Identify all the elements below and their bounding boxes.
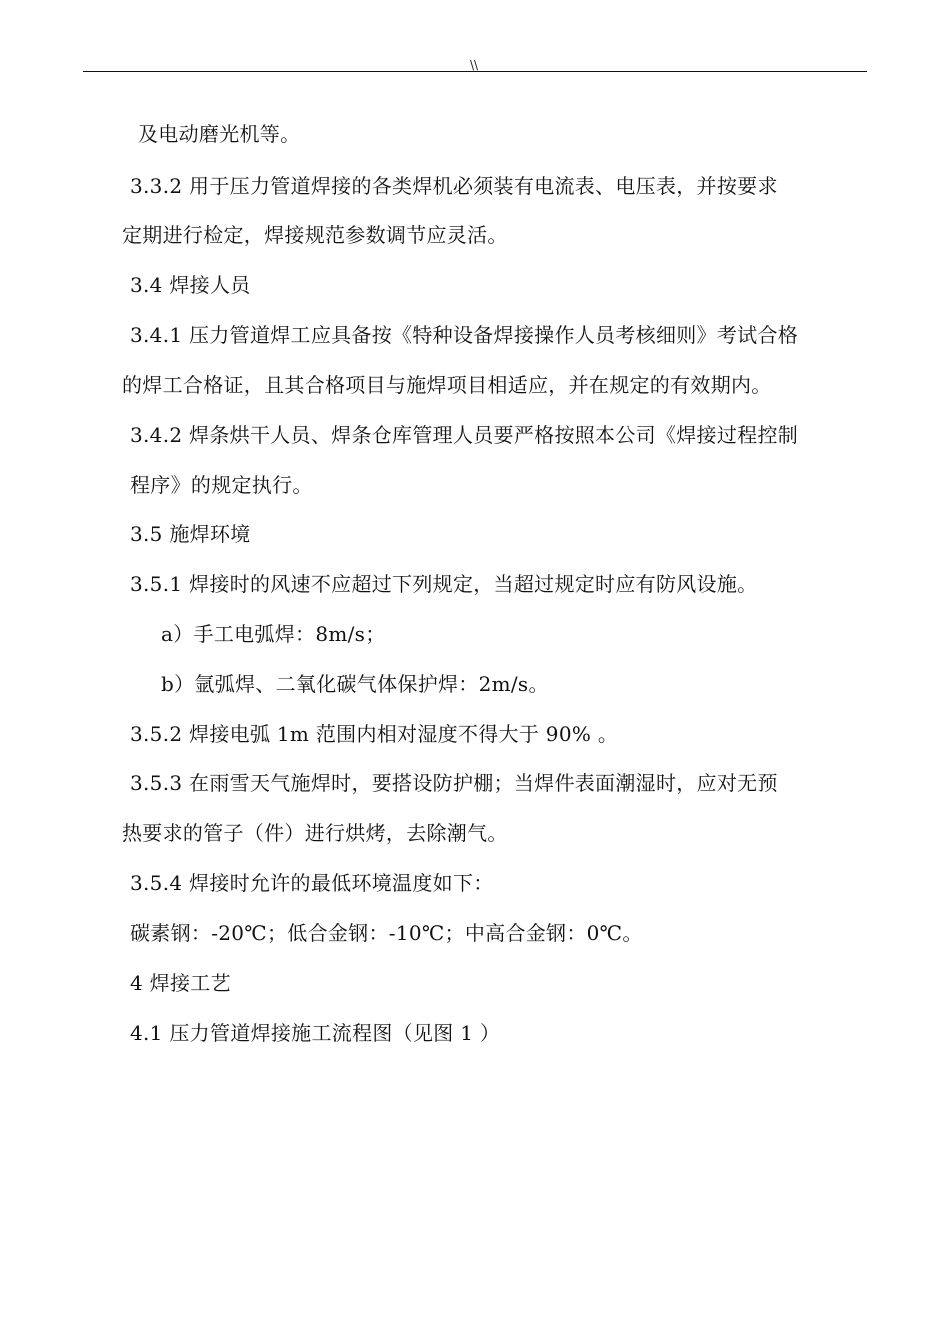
text-line-5: 3.4.1 压力管道焊工应具备按《特种设备焊接操作人员考核细则》考试合格 (130, 323, 799, 347)
text-line-8: 程序》的规定执行。 (130, 473, 313, 497)
text-line-15: 热要求的管子（件）进行烘烤，去除潮气。 (122, 821, 508, 845)
text-line-17: 碳素钢：-20℃；低合金钢：-10℃；中高合金钢：0℃。 (130, 921, 643, 945)
text-line-18: 4 焊接工艺 (130, 971, 231, 995)
text-line-3: 定期进行检定，焊接规范参数调节应灵活。 (122, 223, 508, 247)
page-header-mark: \\ (470, 58, 479, 72)
text-line-6: 的焊工合格证，且其合格项目与施焊项目相适应，并在规定的有效期内。 (122, 373, 772, 397)
text-line-13: 3.5.2 焊接电弧 1m 范围内相对湿度不得大于 90% 。 (130, 722, 619, 746)
header-rule (83, 71, 867, 72)
text-line-7: 3.4.2 焊条烘干人员、焊条仓库管理人员要严格按照本公司《焊接过程控制 (130, 423, 799, 447)
text-line-10: 3.5.1 焊接时的风速不应超过下列规定，当超过规定时应有防风设施。 (130, 572, 758, 596)
text-line-16: 3.5.4 焊接时允许的最低环境温度如下： (130, 871, 494, 895)
text-line-19: 4.1 压力管道焊接施工流程图（见图 1 ） (130, 1021, 501, 1045)
text-line-9: 3.5 施焊环境 (130, 522, 251, 546)
text-line-1: 及电动磨光机等。 (138, 122, 301, 146)
text-line-4: 3.4 焊接人员 (130, 273, 251, 297)
text-line-14: 3.5.3 在雨雪天气施焊时，要搭设防护棚；当焊件表面潮湿时，应对无预 (130, 771, 778, 795)
text-line-12: b）氩弧焊、二氧化碳气体保护焊：2m/s。 (161, 672, 549, 696)
text-line-2: 3.3.2 用于压力管道焊接的各类焊机必须装有电流表、电压表，并按要求 (130, 174, 778, 198)
text-line-11: a）手工电弧焊：8m/s； (161, 622, 386, 646)
